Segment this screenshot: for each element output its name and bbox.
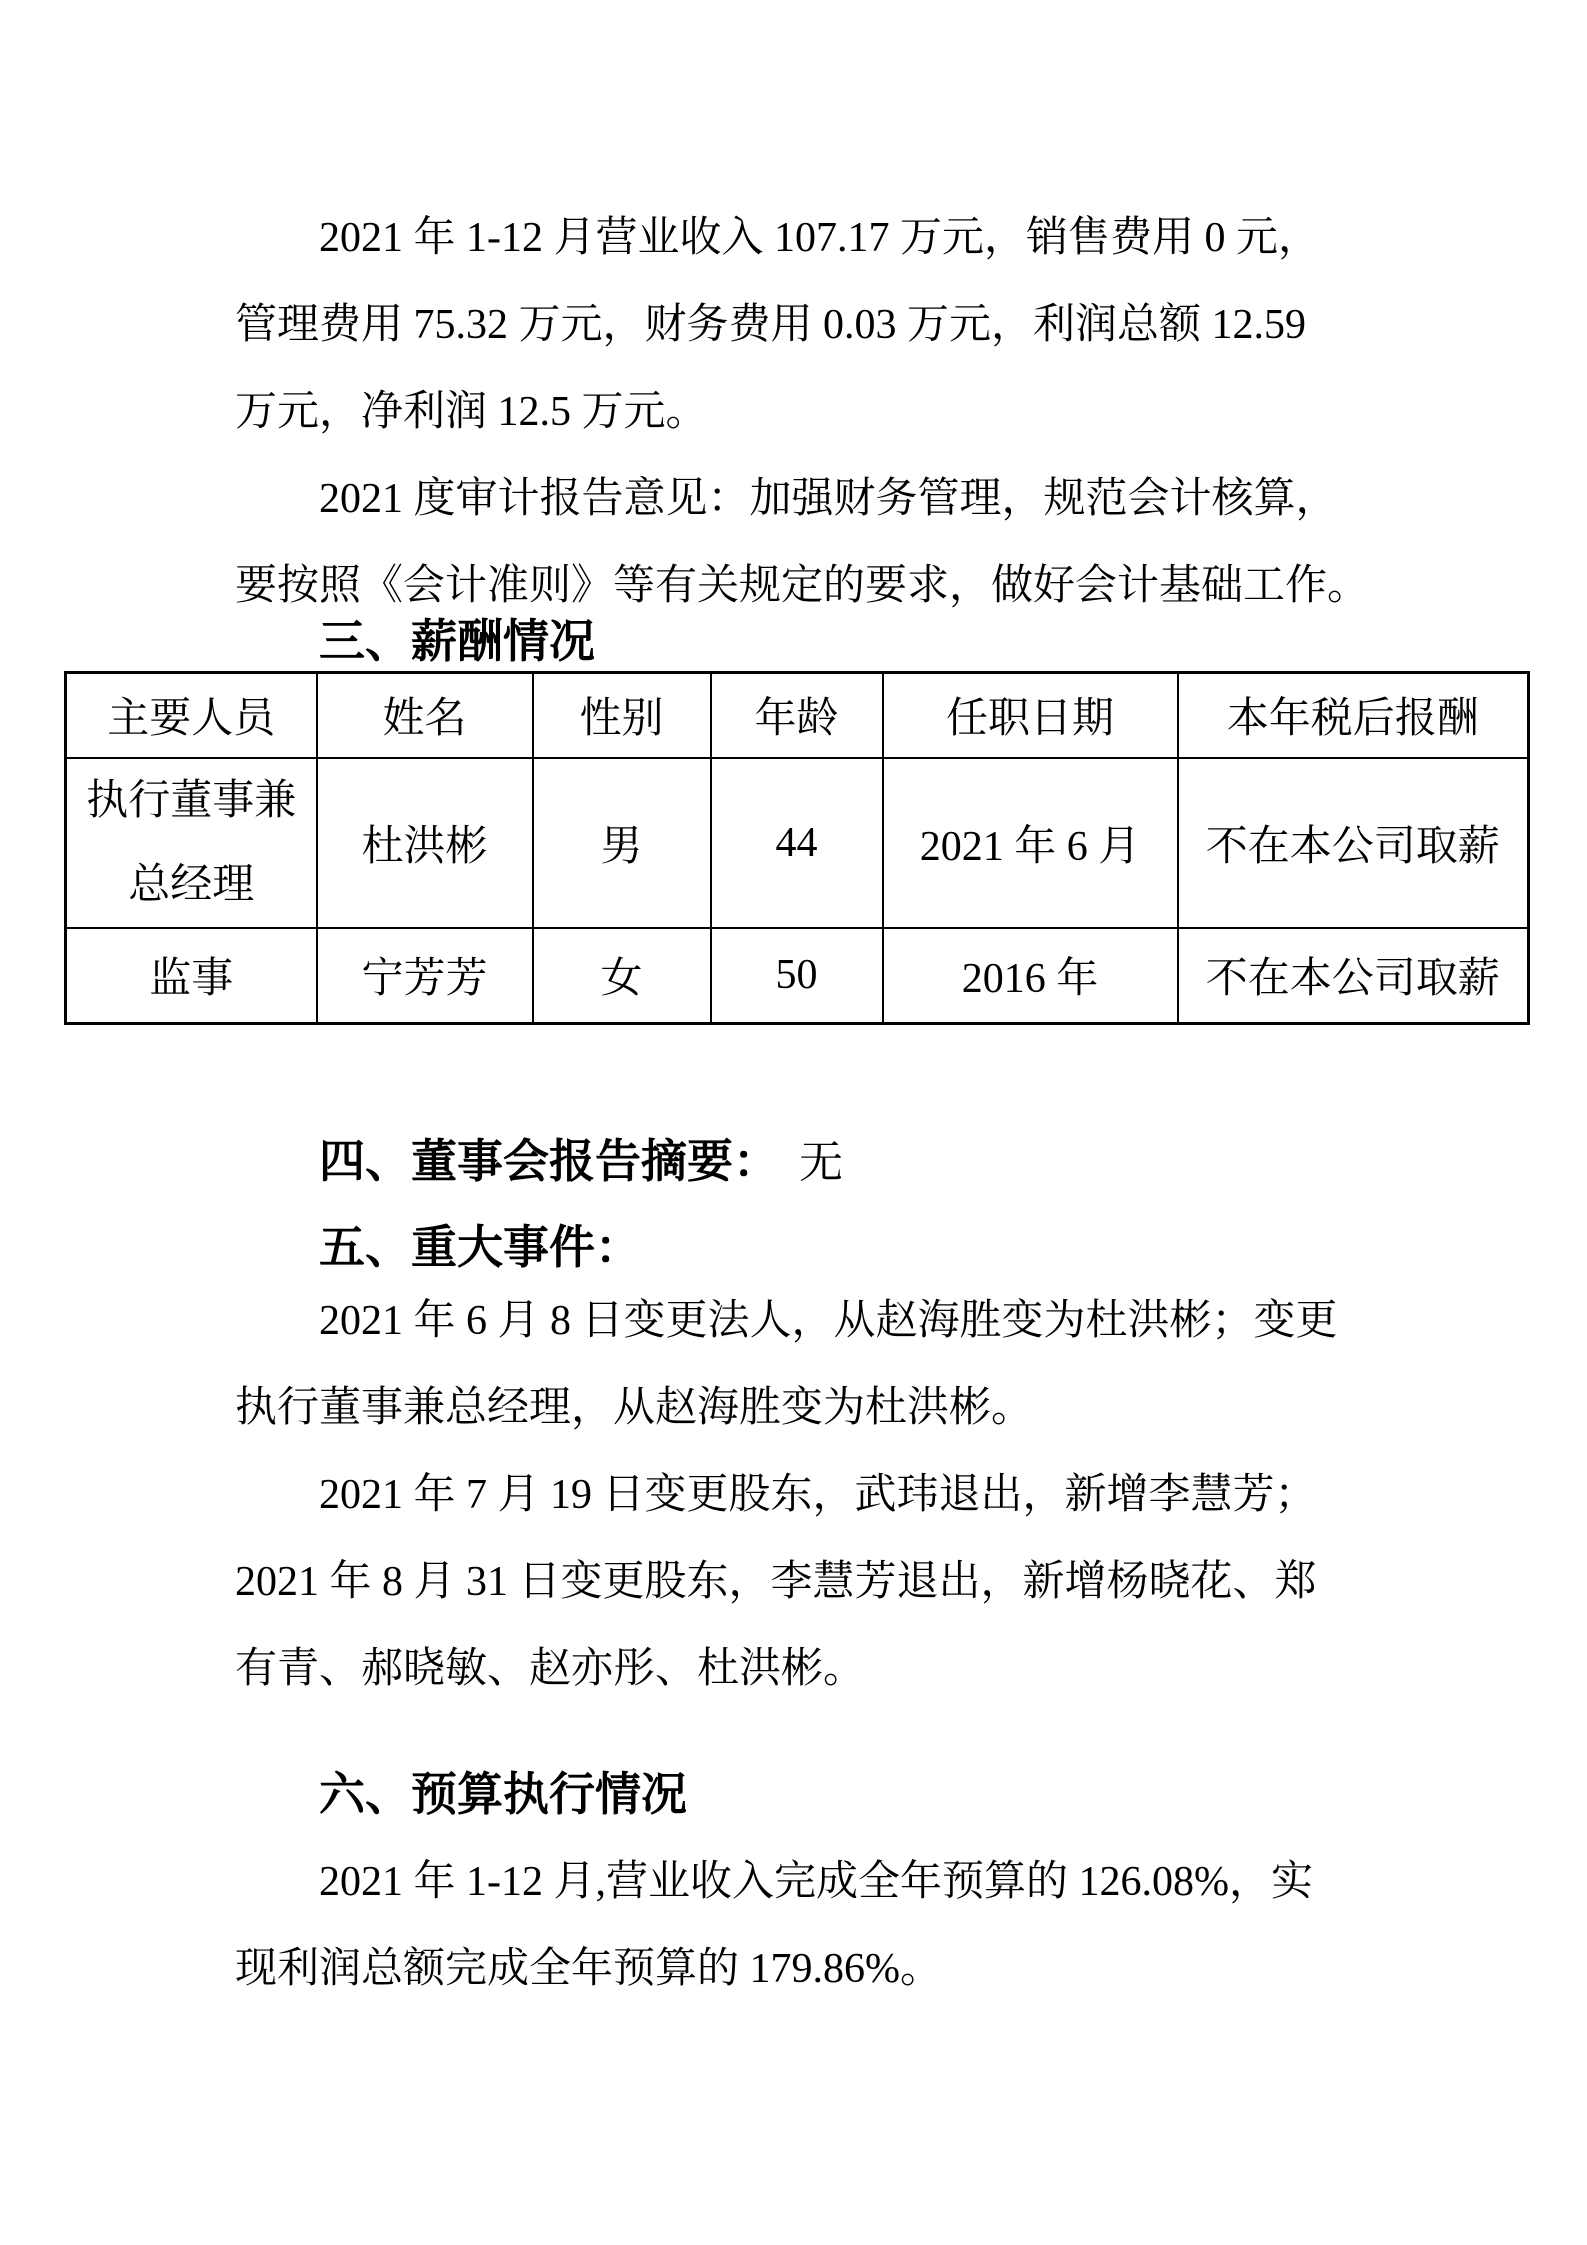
cell-name: 宁芳芳 bbox=[317, 928, 533, 1024]
para-finance-summary bbox=[235, 195, 1347, 456]
cell-pay: 不在本公司取薪 bbox=[1178, 758, 1529, 928]
heading-board-report-value: 无 bbox=[799, 1138, 843, 1187]
cell-position bbox=[66, 758, 317, 928]
heading-board-report-label: 四、董事会报告摘要： bbox=[319, 1135, 779, 1187]
col-header-gender: 性别 bbox=[533, 673, 711, 758]
para-audit-opinion bbox=[235, 456, 1370, 630]
col-header-tenure: 任职日期 bbox=[883, 673, 1178, 758]
text-line: 2021 年 6 月 8 日变更法人，从赵海胜变为杜洪彬；变更 bbox=[319, 1298, 1338, 1344]
salary-table-header-row bbox=[66, 673, 1529, 758]
table-row-director bbox=[66, 758, 1529, 928]
text-line: 2021 年 1-12 月,营业收入完成全年预算的 126.08%，实 bbox=[319, 1859, 1313, 1905]
cell-name: 杜洪彬 bbox=[317, 758, 533, 928]
text-line: 2021 年 8 月 31 日变更股东，李慧芳退出，新增杨晓花、郑 bbox=[235, 1559, 1317, 1605]
heading-budget: 六、预算执行情况 bbox=[319, 1768, 687, 1820]
para-budget-execution bbox=[235, 1839, 1347, 2013]
cell-age: 44 bbox=[711, 758, 883, 928]
heading-salary: 三、薪酬情况 bbox=[319, 615, 595, 667]
cell-position-line: 总经理 bbox=[128, 861, 255, 908]
text-line: 现利润总额完成全年预算的 179.86%。 bbox=[235, 1946, 942, 1992]
cell-tenure: 2021 年 6 月 bbox=[883, 758, 1178, 928]
table-row-supervisor bbox=[66, 928, 1529, 1024]
cell-position-line: 执行董事兼 bbox=[86, 777, 297, 824]
cell-gender: 男 bbox=[533, 758, 711, 928]
col-header-pay: 本年税后报酬 bbox=[1178, 673, 1529, 758]
heading-major-events: 五、重大事件： bbox=[319, 1221, 641, 1273]
text-line: 有青、郝晓敏、赵亦彤、杜洪彬。 bbox=[235, 1646, 866, 1692]
cell-tenure: 2016 年 bbox=[883, 928, 1178, 1024]
text-line: 管理费用 75.32 万元，财务费用 0.03 万元，利润总额 12.59 bbox=[235, 302, 1307, 348]
text-line: 2021 年 1-12 月营业收入 107.17 万元，销售费用 0 元， bbox=[319, 215, 1320, 261]
cell-age: 50 bbox=[711, 928, 883, 1024]
text-line: 要按照《会计准则》等有关规定的要求，做好会计基础工作。 bbox=[235, 563, 1370, 609]
heading-board-report bbox=[235, 1131, 1347, 1193]
text-line: 万元，净利润 12.5 万元。 bbox=[235, 389, 708, 435]
text-line: 2021 度审计报告意见：加强财务管理，规范会计核算， bbox=[319, 476, 1338, 522]
cell-gender: 女 bbox=[533, 928, 711, 1024]
para-legal-rep-change bbox=[235, 1278, 1347, 1452]
salary-table bbox=[64, 671, 1530, 1025]
cell-position: 监事 bbox=[66, 928, 317, 1024]
col-header-name: 姓名 bbox=[317, 673, 533, 758]
col-header-position: 主要人员 bbox=[66, 673, 317, 758]
para-shareholder-changes bbox=[235, 1452, 1347, 1713]
cell-pay: 不在本公司取薪 bbox=[1178, 928, 1529, 1024]
text-line: 2021 年 7 月 19 日变更股东，武玮退出，新增李慧芳； bbox=[319, 1472, 1317, 1518]
text-line: 执行董事兼总经理，从赵海胜变为杜洪彬。 bbox=[235, 1385, 1034, 1431]
col-header-age: 年龄 bbox=[711, 673, 883, 758]
